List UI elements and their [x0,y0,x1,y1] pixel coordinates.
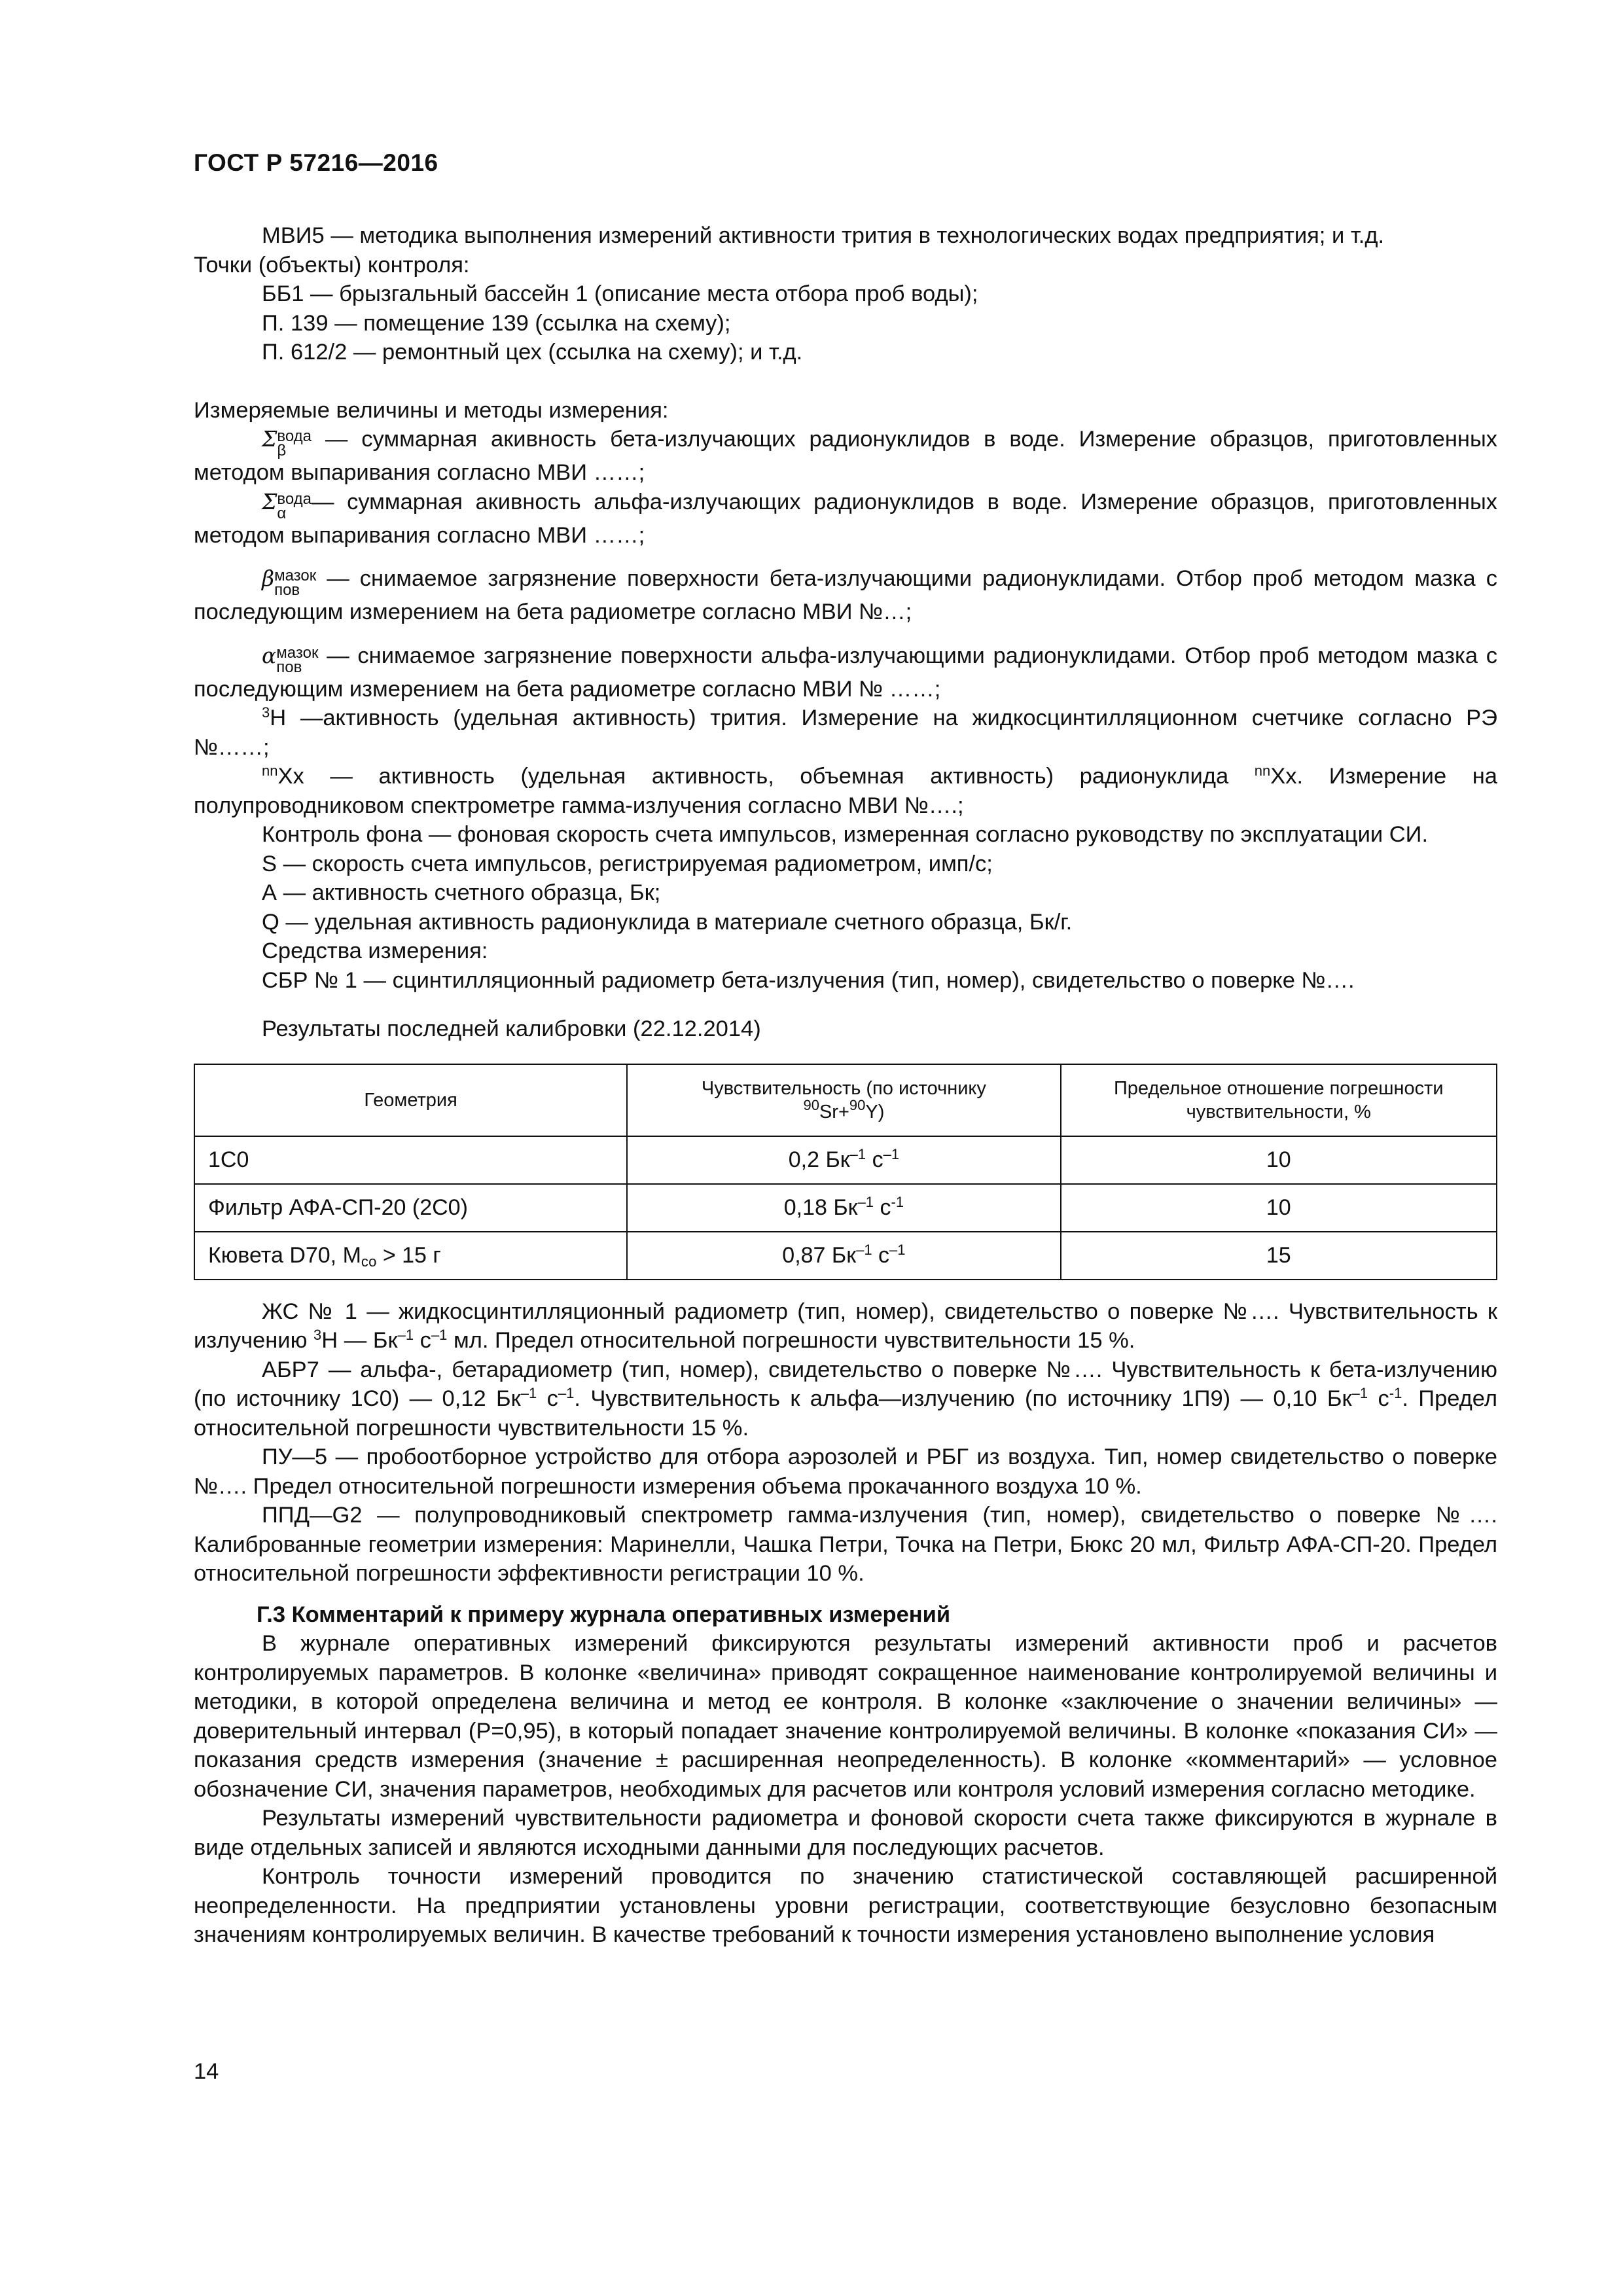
cell-limit: 10 [1061,1184,1497,1232]
isotope-mass: 90 [849,1096,866,1113]
header-text: Sr+ [819,1101,849,1122]
text-run: АБР7 — альфа-, бетарадиометр (тип, номер), свидетельство о поверке №…. Чувствительность к бета-излучению (по источнику 1С0) — 0,12 Бк [194,1357,1497,1411]
index-sup: мазок [276,643,319,662]
quantities-title: Измеряемые величины и методы измерения: [194,397,669,423]
cell-text: с [866,1147,883,1172]
quantity-nuclide [194,762,1497,820]
point-bb1: ББ1 — брызгальный бассейн 1 (описание места отбора проб воды); [262,281,978,306]
quantity-tritium [194,704,1497,762]
header-text: Чувствительность (по источнику [701,1077,986,1099]
cell-text: 0,18 Бк [783,1195,858,1220]
text-run: ЖС № 1 — жидкосцинтилляционный радиометр (тип, номер), свидетельство о поверке №…. Чувствительность к излучению [194,1299,1497,1353]
sum-symbol: Σ [262,488,277,514]
column-header-limit: Предельное отношение погрешности чувствительности, % [1061,1064,1497,1136]
header-text: Y) [865,1101,885,1122]
text-run: с [414,1328,431,1353]
background-control: Контроль фона — фоновая скорость счета импульсов, измеренная согласно руководству по эксплуатации СИ. [262,822,1429,847]
exponent: -1 [891,1194,904,1210]
section-title: Г.3 Комментарий к примеру журнала оперативных измерений [257,1602,951,1627]
sum-beta-indices [277,429,312,458]
definition-q: Q — удельная активность радионуклида в материале счетного образца, Бк/г. [262,909,1073,935]
table-row [194,1232,1497,1280]
index-sup: вода [277,427,312,445]
cell-text: с [874,1195,891,1220]
instruments-title: Средства измерения: [262,939,488,963]
instrument-pu5: ПУ—5 — пробоотборное устройство для отбора аэрозолей и РБГ из воздуха. Тип, номер свидетельство о поверке №…. Предел относительной погрешности измерения объема прокачанного воздуха 10 %. [194,1444,1497,1499]
subscript: со [361,1253,377,1270]
column-header-geometry: Геометрия [194,1064,627,1136]
sum-alpha-indices [277,492,312,521]
exponent: –1 [849,1146,866,1162]
quantity-alpha-surface [194,641,1497,704]
text-run: с [1368,1386,1389,1411]
section-paragraph-2: Результаты измерений чувствительности радиометра и фоновой скорости счета также фиксируются в журнале в виде отдельных записей и являются исходными данными для последующих расчетов. [194,1806,1497,1860]
cell-geometry: Фильтр АФА-СП-20 (2С0) [194,1184,627,1232]
exponent: –1 [889,1242,906,1258]
cell-sensitivity [627,1136,1060,1184]
standard-header: ГОСТ Р 57216—2016 [194,149,438,176]
quantity-text: — снимаемое загрязнение поверхности альфа-излучающими радионуклидами. Отбор проб методом мазка с последующим измерением на бета радиометре согласно МВИ № ……; [194,643,1497,702]
cell-text: Кювета D70, M [208,1243,361,1268]
quantity-text: — снимаемое загрязнение поверхности бета-излучающими радионуклидами. Отбор проб методом мазка с последующим измерением на бета радиометре согласно МВИ №…; [194,566,1497,624]
point-p139: П. 139 — помещение 139 (ссылка на схему); [262,310,731,336]
cell-sensitivity [627,1184,1060,1232]
instrument-abr7 [194,1355,1497,1443]
quantity-text: — суммарная акивность альфа-излучающих радионуклидов в воде. Измерение образцов, приготовленных методом выпаривания согласно МВИ ……; [194,489,1497,548]
quantity-text: — суммарная акивность бета-излучающих радионуклидов в воде. Измерение образцов, приготовленных методом выпаривания согласно МВИ ……; [194,427,1497,485]
calibration-title: Результаты последней калибровки (22.12.2014) [262,1016,761,1041]
spacer [194,995,1497,1014]
index-sup: вода [277,490,312,508]
cell-text: > 15 г [376,1243,441,1268]
quantity-beta-surface [194,564,1497,627]
cell-text: 0,87 Бк [782,1243,857,1268]
cell-sensitivity [627,1232,1060,1280]
table-row [194,1184,1497,1232]
point-p612: П. 612/2 — ремонтный цех (ссылка на схему); и т.д. [262,340,803,365]
exponent: -1 [1389,1385,1402,1401]
beta-surface-indices [274,569,316,598]
definition-s: S — скорость счета импульсов, регистрируемая радиометром, имп/с; [262,851,993,876]
definition-a: А — активность счетного образца, Бк; [262,880,661,905]
text-run: . Чувствительность к альфа—излучению (по источнику 1П9) — 0,10 Бк [574,1386,1352,1411]
table-row [194,1136,1497,1184]
isotope-mass: 3 [262,704,270,721]
spacer [194,367,1497,396]
text-run: . Предел относительной погрешности чувствительности 15 %. [194,1386,1497,1441]
exponent: –1 [431,1327,448,1343]
section-paragraph-1: В журнале оперативных измерений фиксируются результаты измерений активности проб и расчетов контролируемых параметров. В колонке «величина» приводят сокращенное наименование контролируемой величины и методики, в которой определена величина и метод ее контроля. В колонке «заключение о значении величины» — доверительный интервал (Р=0,95), в который попадает значение контролируемой величины. В колонке «показания СИ» — показания средств измерения (значение ± расширенная неопределенность). В колонке «комментарий» — условное обозначение СИ, значения параметров, необходимых для расчетов или контроля условий измерения согласно методике. [194,1631,1497,1802]
table-header-row [194,1064,1497,1136]
quantity-sum-alpha [194,488,1497,550]
instrument-zhs [194,1297,1497,1355]
points-title: Точки (объекты) контроля: [194,252,470,278]
cell-geometry [194,1232,627,1280]
index-sup: мазок [274,567,317,584]
index-sub: β [277,442,287,459]
isotope-mass: nn [262,762,278,779]
index-sub: α [277,504,287,522]
spacer [194,627,1497,641]
cell-limit: 10 [1061,1136,1497,1184]
instrument-sbr: СБР № 1 — сцинтилляционный радиометр бета-излучения (тип, номер), свидетельство о поверке №…. [262,967,1355,993]
index-sub: пов [276,658,302,676]
cell-limit: 15 [1061,1232,1497,1280]
exponent: –1 [883,1146,900,1162]
calibration-table [194,1064,1497,1280]
isotope-mass: nn [1254,762,1271,779]
text-run: с [537,1386,558,1411]
isotope-mass: 90 [803,1096,819,1113]
cell-geometry: 1С0 [194,1136,627,1184]
quantity-text: Хх — активность (удельная активность, объемная активность) радионуклида [277,764,1255,789]
exponent: –1 [397,1327,414,1343]
isotope-mass: 3 [313,1327,322,1343]
cell-text: 0,2 Бк [788,1147,850,1172]
sum-symbol: Σ [262,426,277,452]
quantity-text: Хх. Измерение на полупроводниковом спектрометре гамма-излучения согласно МВИ №….; [194,764,1497,818]
quantity-text: Н —активность (удельная активность) трития. Измерение на жидкосцинтилляционном счетчике согласно РЭ №……; [194,706,1497,760]
quantity-sum-beta [194,425,1497,488]
instrument-ppd: ППД—G2 — полупроводниковый спектрометр гамма-излучения (тип, номер), свидетельство о поверке №…. Калиброванные геометрии измерения: Маринелли, Чашка Петри, Точка на Петри, Бюкс 20 мл, Фильтр АФА-СП-20. Предел относительной погрешности эффективности регистрации 10 %. [194,1503,1497,1586]
paragraph-mvi5: МВИ5 — методика выполнения измерений активности трития в технологических водах предприятия; и т.д. [262,223,1385,248]
cell-text: с [872,1243,890,1268]
beta-symbol: β [262,565,275,591]
column-header-sensitivity [627,1064,1060,1136]
text-run: мл. Предел относительной погрешности чувствительности 15 %. [447,1328,1135,1353]
alpha-symbol: α [262,642,277,668]
exponent: –1 [520,1385,537,1401]
page-content [194,221,1497,1950]
exponent: –1 [856,1242,872,1258]
text-run: Н — Бк [321,1328,398,1353]
index-sub: пов [274,581,300,599]
section-paragraph-3: Контроль точности измерений проводится по значению статистической составляющей расширенной неопределенности. На предприятии установлены уровни регистрации, соответствующие безусловно безопасным значениям контролируемых величин. В качестве требований к точности измерения установлено выполнение условия [194,1864,1497,1947]
page-number: 14 [194,2059,219,2084]
exponent: –1 [558,1385,575,1401]
spacer [194,550,1497,564]
alpha-surface-indices [276,643,319,676]
exponent: –1 [857,1194,874,1210]
exponent: –1 [1351,1385,1368,1401]
